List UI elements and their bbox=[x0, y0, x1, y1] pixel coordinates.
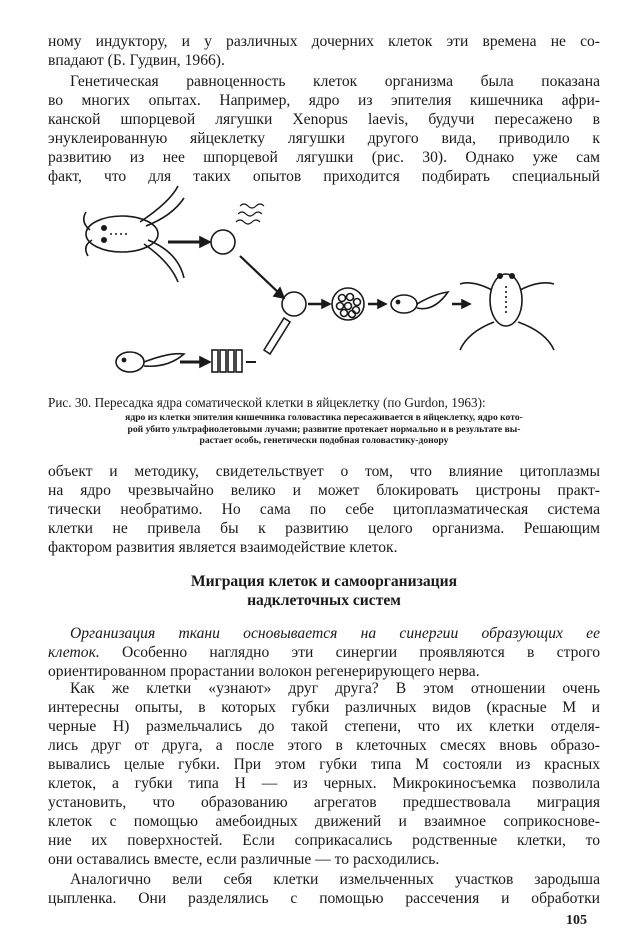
text-line: они оставались вместе, если различные — то расходились. bbox=[48, 851, 440, 868]
heading-line: Миграция клеток и самоорганизация bbox=[190, 573, 458, 590]
frog-donor-icon bbox=[84, 186, 184, 282]
tadpole-result-icon bbox=[391, 292, 448, 313]
intestinal-cells-icon bbox=[212, 350, 242, 372]
section-heading bbox=[48, 572, 600, 610]
enucleated-egg-icon bbox=[282, 292, 306, 316]
pipette-icon bbox=[264, 318, 290, 354]
text-line: вывались целые губки. При этом губки типа M состояли из красных bbox=[48, 756, 600, 773]
paragraph-cytoplasm bbox=[48, 462, 600, 557]
text-line bbox=[48, 643, 600, 662]
frog-result-icon bbox=[460, 274, 554, 350]
blastula-icon bbox=[332, 288, 364, 320]
text-line: впадают (Б. Гудвин, 1966). bbox=[48, 52, 225, 69]
text-line: интересны опыты, в которых губки различных видов (красные M и bbox=[48, 699, 600, 716]
page-number: 105 bbox=[566, 913, 587, 928]
text-line: ориентированном прорастании волокон регенерирующего нерва. bbox=[48, 663, 480, 680]
text-line: клетки не привела бы к развитию целого организма. Решающим bbox=[48, 520, 600, 537]
egg-icon bbox=[211, 230, 235, 254]
paragraph-sponges bbox=[48, 679, 600, 869]
text-line: черные H) размельчались до такой степени, что их клетки отделя- bbox=[48, 718, 600, 735]
paragraph-continuation bbox=[48, 32, 600, 70]
heading-line: надклеточных систем bbox=[247, 592, 401, 609]
text-line: Организация ткани основывается на синергии образующих ее bbox=[70, 625, 600, 642]
text-line: на ядро чрезвычайно велико и может блокировать цистроны практ- bbox=[48, 482, 600, 499]
text-line: факт, что для таких опытов приходится подбирать специальный bbox=[48, 168, 600, 185]
text-line: развитию из нее шпорцевой лягушки (рис. 30). Однако уже сам bbox=[48, 149, 600, 166]
figure-caption-body bbox=[50, 412, 598, 447]
text-line: лись друг от друга, а после этого в клеточных смесях вновь образо- bbox=[48, 737, 600, 754]
paragraph-genetic-equivalence bbox=[48, 72, 600, 186]
text-line: энуклеированную яйцеклетку лягушки другого вида, приводило к bbox=[48, 130, 600, 147]
text-line: тически необратимо. Но сама по себе цитоплазматическая система bbox=[48, 501, 600, 518]
text-line: клеток, а губки типа H — из черных. Микрокиносъемка позволила bbox=[48, 775, 600, 792]
figure-nuclear-transplant bbox=[60, 182, 600, 392]
paragraph-synergy bbox=[48, 624, 600, 681]
text-line: ние их поверхностей. Если соприкасались родственные клетки, то bbox=[48, 832, 600, 849]
text-line: Аналогично вели себя клетки измельченных участков зародыша bbox=[70, 871, 600, 888]
text-line: клеток с помощью амебоидных движений и взаимное соприкоснове- bbox=[48, 813, 600, 830]
text-line: Как же клетки «узнают» друг друга? В этом отношении очень bbox=[70, 680, 600, 697]
caption-line: растает особь, генетически подобная головастику-донору bbox=[199, 435, 449, 446]
text-line: Генетическая равноценность клеток организма была показана bbox=[70, 73, 600, 90]
text-line: цыпленка. Они разделялись с помощью рассечения и обработки bbox=[48, 890, 600, 907]
text-fragment: Особенно наглядно эти синергии проявляются в строго bbox=[99, 644, 600, 661]
figure-caption-title: Рис. 30. Пересадка ядра соматической клетки в яйцеклетку (по Gurdon, 1963): bbox=[48, 395, 486, 410]
text-line: во многих опытах. Например, ядро из эпителия кишечника афри- bbox=[48, 92, 600, 109]
uv-rays-icon bbox=[236, 204, 264, 224]
text-line: канской шпорцевой лягушки Xenopus laevis, будучи пересажено в bbox=[48, 111, 600, 128]
tadpole-donor-icon bbox=[116, 352, 184, 372]
caption-line: рой убито ультрафиолетовыми лучами; развитие протекает нормально и в результате вы- bbox=[127, 423, 521, 435]
text-line: фактором развития является взаимодействие клеток. bbox=[48, 539, 398, 556]
caption-line: ядро из клетки эпителия кишечника головастика пересаживается в яйцеклетку, ядро кото- bbox=[125, 412, 523, 423]
italic-word: клеток. bbox=[48, 644, 100, 661]
paragraph-chick-embryo bbox=[48, 870, 600, 908]
text-line: установить, что образованию агрегатов предшествовала миграция bbox=[48, 794, 600, 811]
text-line: объект и методику, свидетельствует о том, что влияние цитоплазмы bbox=[48, 463, 600, 480]
text-line: ному индуктору, и у различных дочерних клеток эти времена не со- bbox=[48, 33, 600, 50]
